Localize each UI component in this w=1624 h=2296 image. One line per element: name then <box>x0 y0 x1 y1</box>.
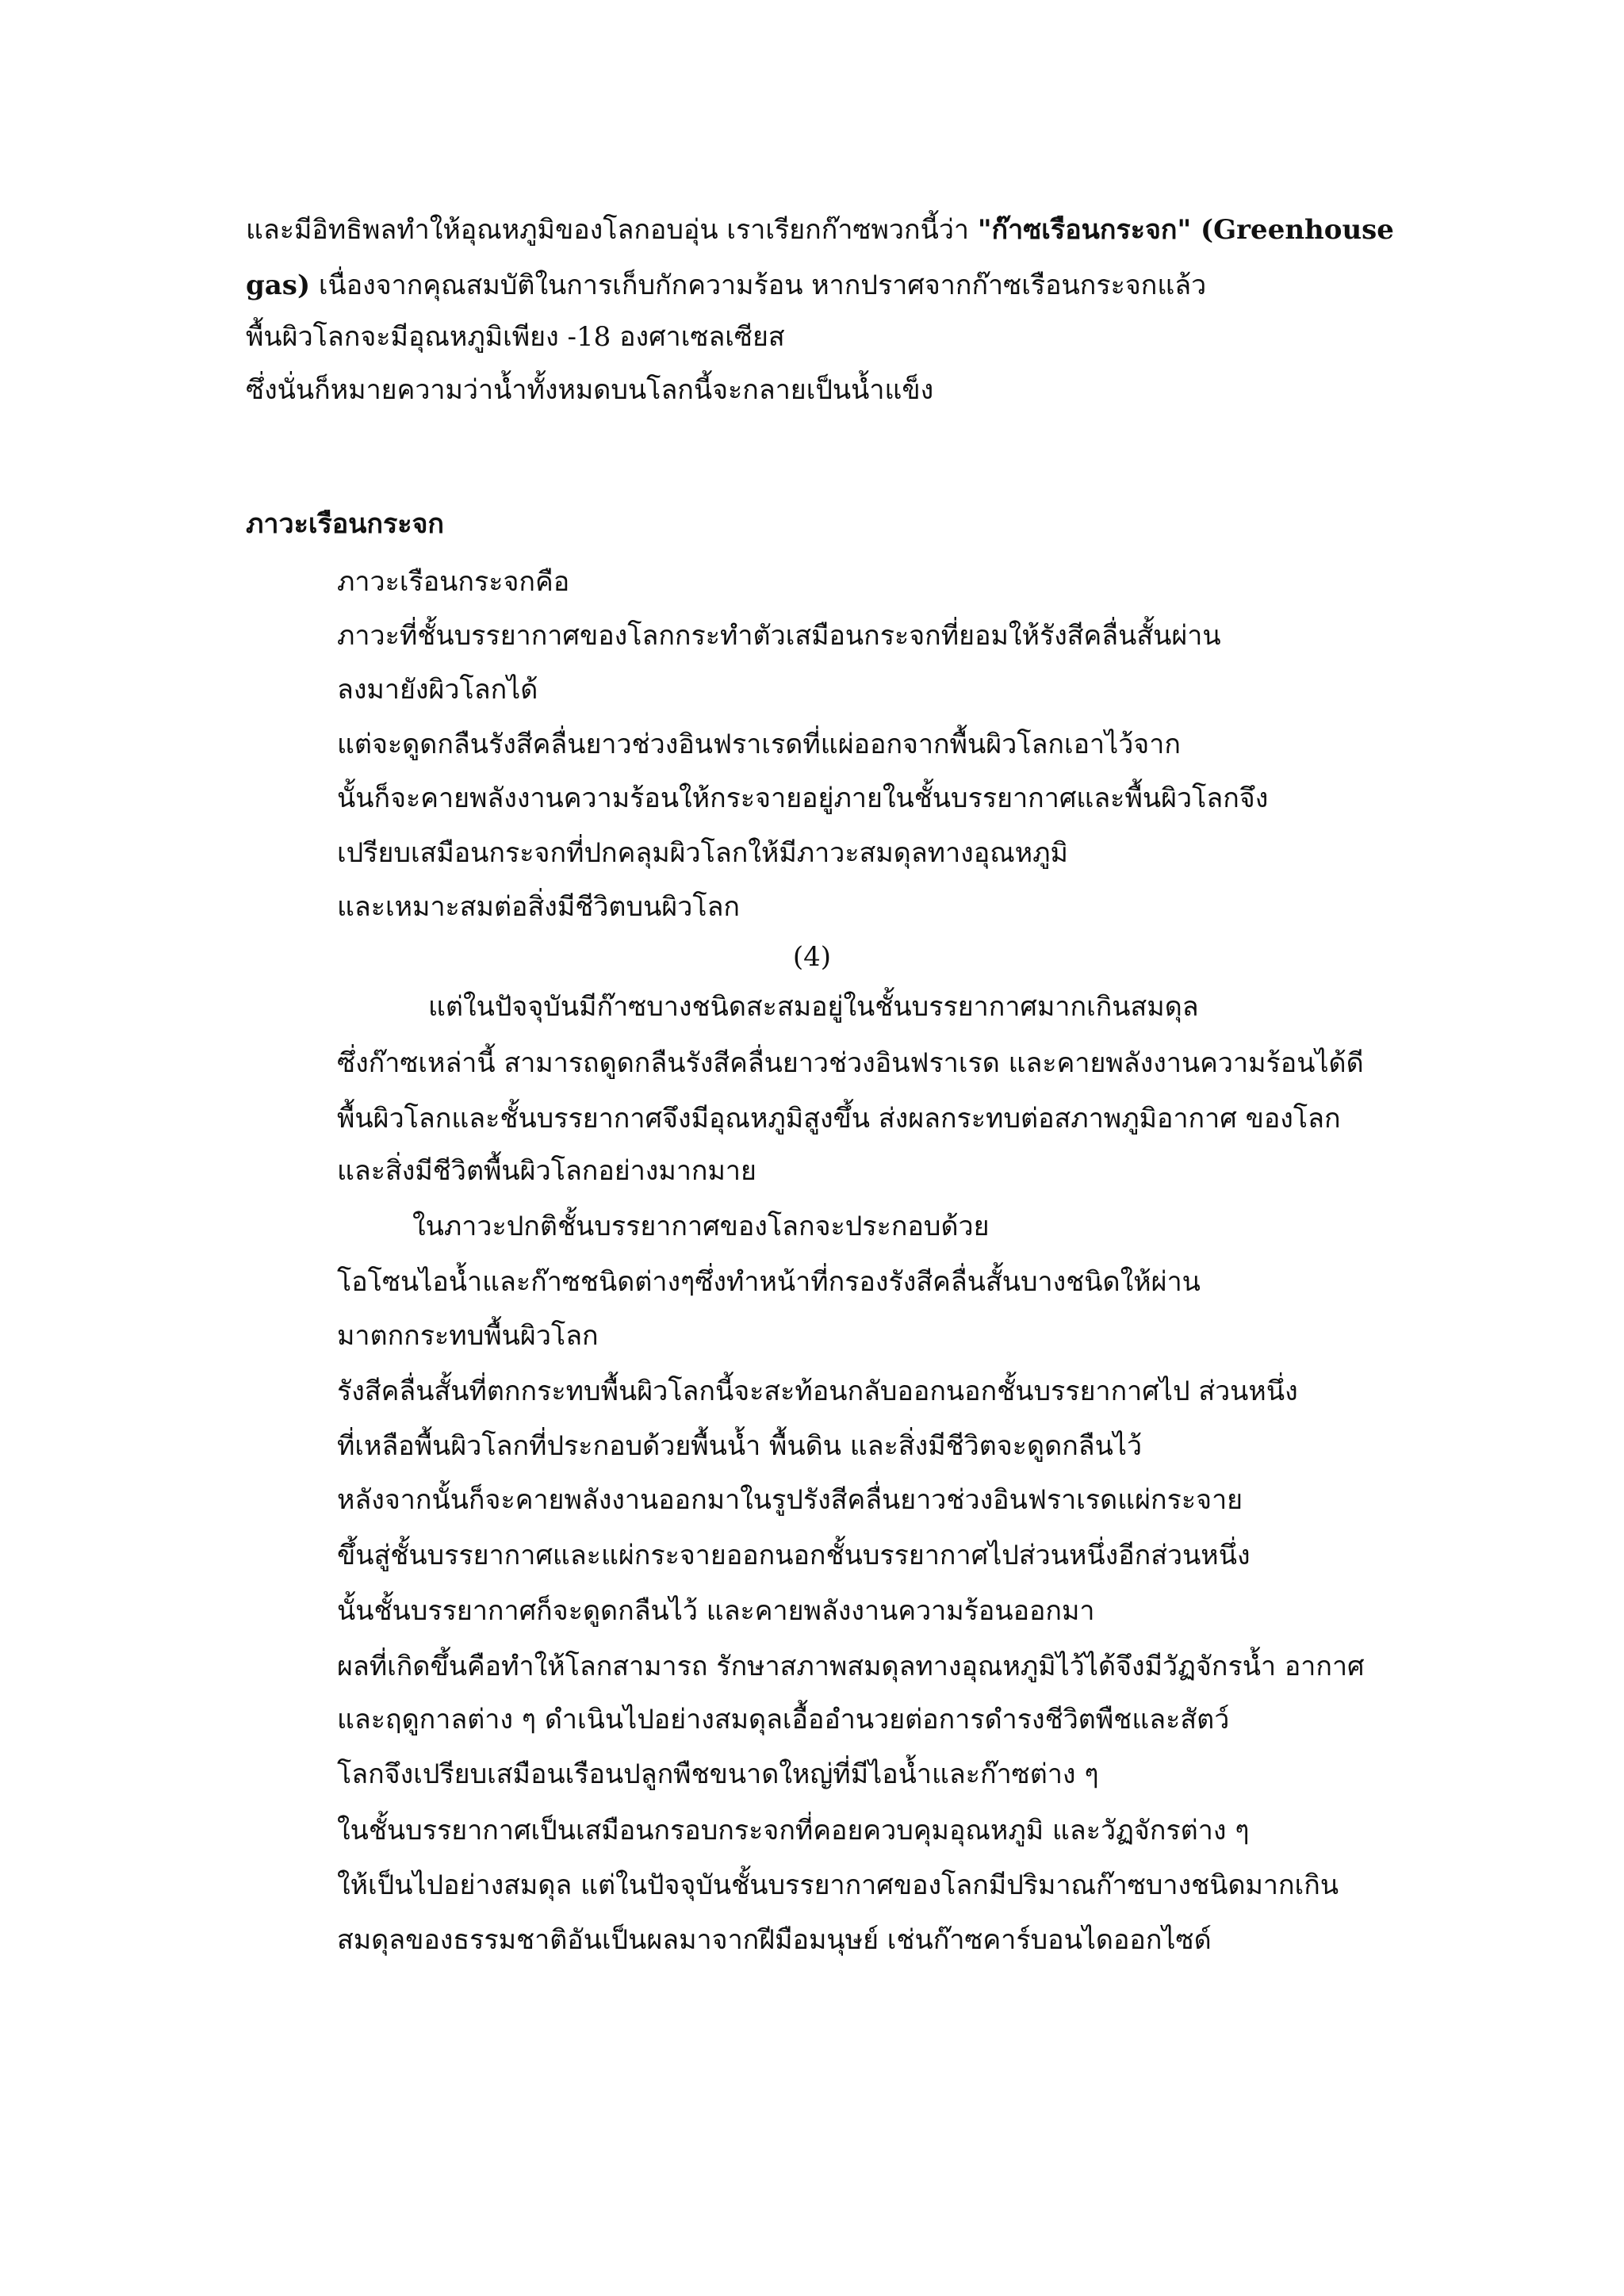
greenhouse-gas-term: "ก๊าซเรือนกระจก" (Greenhouse <box>977 214 1394 246</box>
intro-line-1 <box>246 212 1394 247</box>
para2-line: ผลที่เกิดขึ้นคือทำให้โลกสามารถ รักษาสภาพสมดุลทางอุณหภูมิไว้ได้จึงมีวัฏจักรน้ำ อากาศ <box>337 1651 1365 1682</box>
section-line: เปรียบเสมือนกระจกที่ปกคลุมผิวโลกให้มีภาวะสมดุลทางอุณหภูมิ <box>337 837 1068 869</box>
para2-line: รังสีคลื่นสั้นที่ตกกระทบพื้นผิวโลกนี้จะสะท้อนกลับออกนอกชั้นบรรยากาศไป ส่วนหนึ่ง <box>337 1376 1298 1407</box>
section-line: ลงมายังผิวโลกได้ <box>337 674 538 706</box>
para2-line: ในชั้นบรรยากาศเป็นเสมือนกรอบกระจกที่คอยควบคุมอุณหภูมิ และวัฏจักรต่าง ๆ <box>337 1815 1250 1846</box>
intro-line-3: พื้นผิวโลกจะมีอุณหภูมิเพียง -18 องศาเซลเซียส <box>246 321 785 353</box>
section-line: และเหมาะสมต่อสิ่งมีชีวิตบนผิวโลก <box>337 891 741 923</box>
para1-first-line: แต่ในปัจจุบันมีก๊าซบางชนิดสะสมอยู่ในชั้นบรรยากาศมากเกินสมดุล <box>428 991 1199 1023</box>
intro-line-1-text: และมีอิทธิพลทำให้อุณหภูมิของโลกอบอุ่น เราเรียกก๊าซพวกนี้ว่า <box>246 214 978 246</box>
para2-line: สมดุลของธรรมชาติอันเป็นผลมาจากฝีมือมนุษย์ เช่นก๊าซคาร์บอนไดออกไซด์ <box>337 1924 1212 1956</box>
intro-line-2 <box>246 268 1206 303</box>
para2-line: และฤดูกาลต่าง ๆ ดำเนินไปอย่างสมดุลเอื้ออำนวยต่อการดำรงชีวิตพืชและสัตว์ <box>337 1704 1230 1735</box>
para2-line: โลกจึงเปรียบเสมือนเรือนปลูกพืชขนาดใหญ่ที่มีไอน้ำและก๊าซต่าง ๆ <box>337 1758 1099 1790</box>
section-line: แต่จะดูดกลืนรังสีคลื่นยาวช่วงอินฟราเรดที่แผ่ออกจากพื้นผิวโลกเอาไว้จาก <box>337 729 1181 760</box>
section-line: ภาวะเรือนกระจกคือ <box>337 566 570 598</box>
section-line: ภาวะที่ชั้นบรรยากาศของโลกกระทำตัวเสมือนกระจกที่ยอมให้รังสีคลื่นสั้นผ่าน <box>337 620 1221 652</box>
section-heading: ภาวะเรือนกระจก <box>246 508 445 540</box>
para2-line: ขึ้นสู่ชั้นบรรยากาศและแผ่กระจายออกนอกชั้นบรรยากาศไปส่วนหนึ่งอีกส่วนหนึ่ง <box>337 1540 1251 1571</box>
para2-line: หลังจากนั้นก็จะคายพลังงานออกมาในรูปรังสีคลื่นยาวช่วงอินฟราเรดแผ่กระจาย <box>337 1484 1243 1516</box>
para2-line: โอโซนไอน้ำและก๊าซชนิดต่างๆซึ่งทำหน้าที่กรองรังสีคลื่นสั้นบางชนิดให้ผ่าน <box>337 1266 1201 1298</box>
para1-line: และสิ่งมีชีวิตพื้นผิวโลกอย่างมากมาย <box>337 1155 756 1187</box>
intro-line-4: ซึ่งนั่นก็หมายความว่าน้ำทั้งหมดบนโลกนี้จะกลายเป็นน้ำแข็ง <box>246 374 934 406</box>
para2-line: ให้เป็นไปอย่างสมดุล แต่ในปัจจุบันชั้นบรรยากาศของโลกมีปริมาณก๊าซบางชนิดมากเกิน <box>337 1869 1339 1901</box>
para2-first-line: ในภาวะปกติชั้นบรรยากาศของโลกจะประกอบด้วย <box>412 1211 990 1242</box>
intro-line-2-text: เนื่องจากคุณสมบัติในการเก็บกักความร้อน หากปราศจากก๊าซเรือนกระจกแล้ว <box>310 270 1207 301</box>
gas-term: gas) <box>246 270 311 301</box>
para1-line: ซึ่งก๊าซเหล่านี้ สามารถดูดกลืนรังสีคลื่นยาวช่วงอินฟราเรด และคายพลังงานความร้อนได้ดี <box>337 1047 1364 1079</box>
para2-line: นั้นชั้นบรรยากาศก็จะดูดกลืนไว้ และคายพลังงานความร้อนออกมา <box>337 1595 1095 1627</box>
para2-line: ที่เหลือพื้นผิวโลกที่ประกอบด้วยพื้นน้ำ พื้นดิน และสิ่งมีชีวิตจะดูดกลืนไว้ <box>337 1430 1143 1462</box>
para2-line: มาตกกระทบพื้นผิวโลก <box>337 1320 599 1352</box>
section-line: นั้นก็จะคายพลังงานความร้อนให้กระจายอยู่ภายในชั้นบรรยากาศและพื้นผิวโลกจึง <box>337 783 1269 814</box>
para1-line: พื้นผิวโลกและชั้นบรรยากาศจึงมีอุณหภูมิสูงขึ้น ส่งผลกระทบต่อสภาพภูมิอากาศ ของโลก <box>337 1103 1341 1135</box>
page-number: (4) <box>792 941 832 973</box>
